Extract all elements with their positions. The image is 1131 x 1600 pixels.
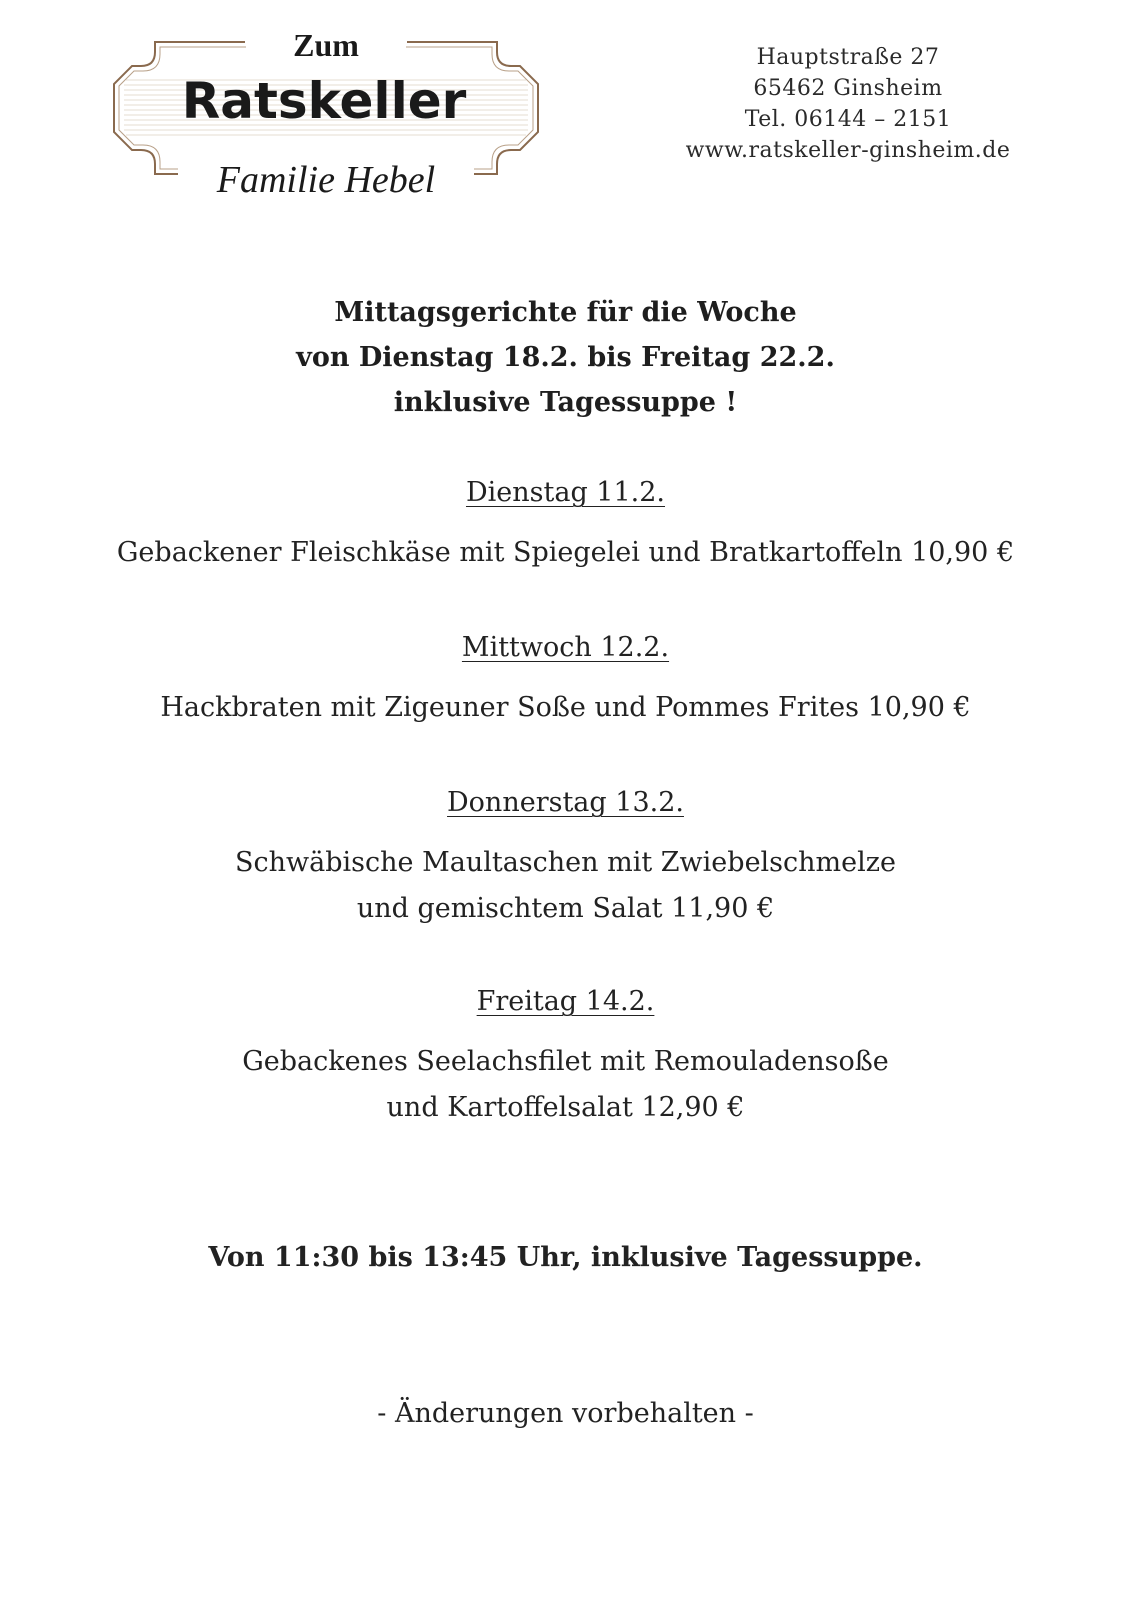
day-wednesday [0, 631, 1131, 731]
logo-emblem [110, 22, 542, 212]
dish-line: Gebackener Fleischkäse mit Spiegelei und Bratkartoffeln 10,90 € [116, 537, 1015, 568]
dish-line: und gemischtem Salat 11,90 € [356, 893, 775, 924]
day-heading: Freitag 14.2. [476, 986, 655, 1017]
day-heading: Mittwoch 12.2. [461, 632, 670, 663]
address-block [668, 42, 1028, 166]
headline-line-2: von Dienstag 18.2. bis Freitag 22.2. [296, 342, 835, 373]
address-website: www.ratskeller-ginsheim.de [685, 138, 1011, 163]
dish-line: Gebackenes Seelachsfilet mit Remouladensoße [242, 1046, 889, 1077]
dish-description [0, 1039, 1131, 1131]
dish-line: Hackbraten mit Zigeuner Soße und Pommes Frites 10,90 € [160, 692, 971, 723]
disclaimer: - Änderungen vorbehalten - [377, 1398, 754, 1429]
logo-ratskeller-text: Ratskeller [181, 72, 467, 130]
logo-zum-text: Zum [293, 27, 359, 63]
restaurant-logo [110, 22, 542, 212]
headline-line-3: inklusive Tagessuppe ! [393, 387, 738, 418]
address-street: Hauptstraße 27 [756, 45, 940, 70]
day-heading: Donnerstag 13.2. [447, 787, 684, 818]
headline-line-1: Mittagsgerichte für die Woche [334, 297, 797, 328]
day-friday [0, 985, 1131, 1131]
dish-line: Schwäbische Maultaschen mit Zwiebelschmelze [235, 847, 896, 878]
day-heading: Dienstag 11.2. [465, 477, 666, 508]
dish-description [0, 685, 1131, 731]
menu-headline [0, 290, 1131, 425]
dish-description [0, 530, 1131, 576]
dish-line: und Kartoffelsalat 12,90 € [386, 1092, 745, 1123]
address-city: 65462 Ginsheim [753, 76, 943, 101]
dish-description [0, 840, 1131, 932]
day-thursday [0, 786, 1131, 932]
logo-family-text: Familie Hebel [216, 159, 436, 201]
service-time: Von 11:30 bis 13:45 Uhr, inklusive Tagessuppe. [208, 1242, 923, 1273]
address-phone: Tel. 06144 – 2151 [744, 107, 952, 132]
day-tuesday [0, 476, 1131, 576]
